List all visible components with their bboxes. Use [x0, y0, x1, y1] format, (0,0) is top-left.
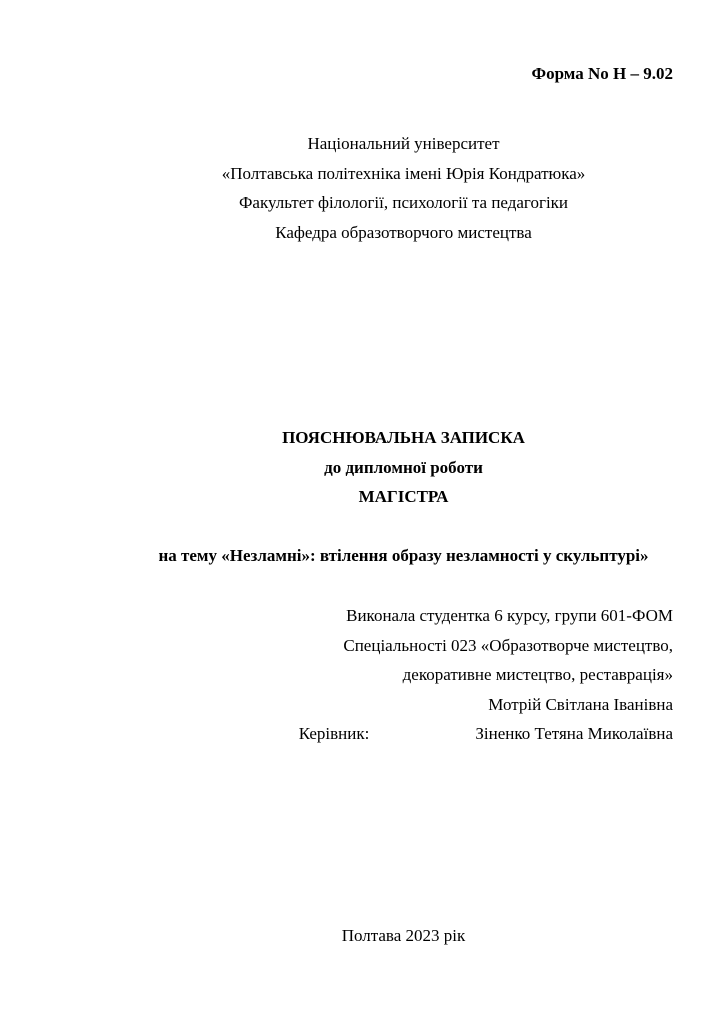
- student-name-line: Мотрій Світлана Іванівна: [488, 694, 673, 714]
- form-number: Форма No Н – 9.02: [531, 64, 673, 83]
- title-sub: до дипломної роботи: [324, 457, 483, 477]
- institution-block: [134, 129, 673, 247]
- supervisor-name: Зіненко Тетяна Миколаївна: [475, 724, 673, 744]
- supervisor-label: Керівник:: [298, 724, 370, 744]
- specialty-line-1: Спеціальності 023 «Образотворче мистецтво,: [343, 635, 673, 655]
- university-line: Національний університет: [307, 134, 500, 153]
- title-degree: МАГІСТРА: [358, 487, 449, 507]
- supervisor-line: [134, 719, 673, 749]
- department-line: Кафедра образотворчого мистецтва: [275, 222, 532, 242]
- document-title-block: [134, 423, 673, 512]
- performed-by-line: Виконала студентка 6 курсу, групи 601-ФОМ: [346, 606, 673, 625]
- university-name-line: «Полтавська політехніка імені Юрія Кондратюка»: [221, 163, 586, 183]
- title-main: ПОЯСНЮВАЛЬНА ЗАПИСКА: [282, 428, 525, 447]
- city-year-line: Полтава 2023 рік: [341, 926, 466, 945]
- faculty-line: Факультет філології, психології та педагогіки: [238, 193, 569, 213]
- author-block: [134, 601, 673, 749]
- topic-line: на тему «Незламні»: втілення образу незламності у скульптурі»: [158, 546, 649, 565]
- specialty-line-2: декоративне мистецтво, реставрація»: [402, 665, 673, 685]
